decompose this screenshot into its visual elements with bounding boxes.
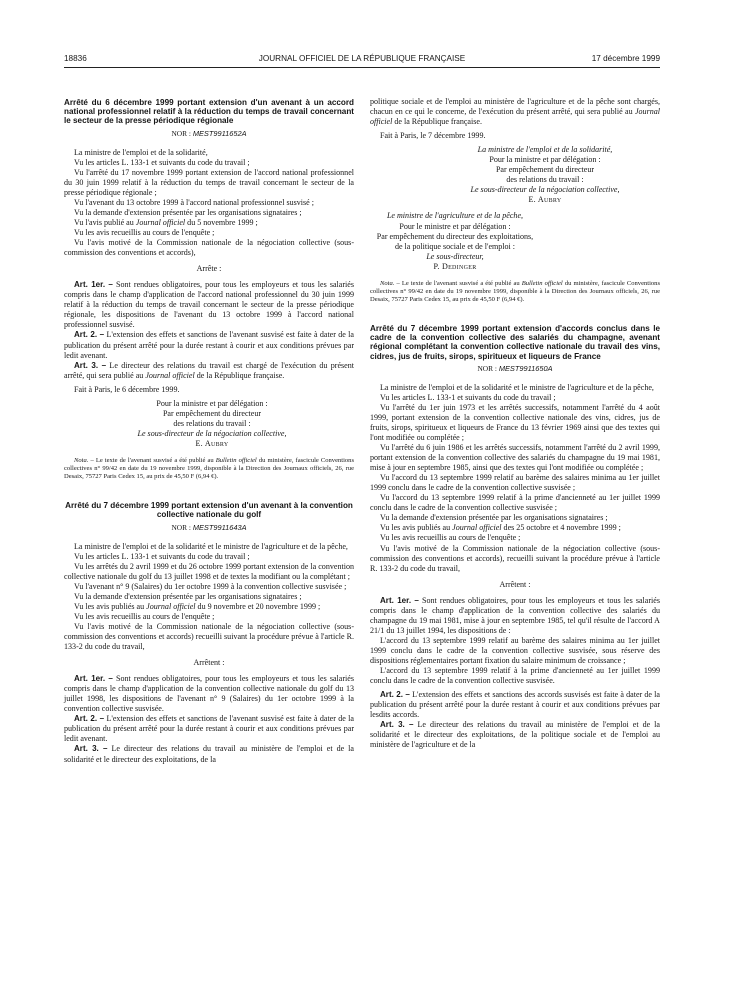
- paragraph: Vu l'avis publié au Journal officiel du 5 novembre 1999 ;: [74, 217, 258, 227]
- paragraph: Vu l'accord du 13 septembre 1999 relatif au barème des salaires minima au 1er juillet 1999 conclu dans le cadre de la convention collective susvisée ;: [370, 473, 660, 493]
- decree-champagne: [370, 324, 660, 751]
- left-column: [64, 98, 354, 765]
- paragraph: La ministre de l'emploi et de la solidarité et le ministre de l'agriculture et de la pêche,: [380, 382, 654, 392]
- decree-title: Arrêté du 7 décembre 1999 portant extension d'accords conclus dans le cadre de la convention collective des salariés du champagne, avenant régional complétant la convention collective nationale du travail des vins, cidres, jus de fruits, sirops, spiritueux et liqueurs de France: [370, 323, 660, 361]
- paragraph: Vu l'arrêté du 17 novembre 1999 portant extension de l'accord national professionnel du 30 juin 1999 relatif à la réduction du temps de travail concernant le secteur de la presse périodique régionale ;: [64, 167, 354, 197]
- nor-reference: NOR : MEST9911643A: [171, 522, 247, 532]
- paragraph: Vu la demande d'extension présentée par les organisations signataires ;: [74, 207, 302, 217]
- paragraph: Vu l'avenant n° 9 (Salaires) du 1er octobre 1999 à la convention collective susvisée ;: [74, 581, 347, 591]
- right-column: [370, 97, 660, 750]
- header-rule: [64, 67, 660, 68]
- article-1: Art. 1er. – Sont rendues obligatoires, pour tous les employeurs et tous les salariés compris dans le champ d'application de la convention collective nationale du golf du 13 juillet 1998, les dispositions de l'avenant n° 9 (Salaires) du 1er octobre 1999 à la convention collective susvisée.: [64, 674, 354, 714]
- signature-block: Pour la ministre et par délégation : Par empêchement du directeur des relations du travail : Le sous-directeur de la négociation collective, E. Aubry: [137, 398, 287, 448]
- decree-golf-continued: [370, 97, 660, 304]
- article-3: Art. 3. – Le directeur des relations du travail au ministère de l'emploi et de la solidarité et le directeur des exploitations, de la politique sociale et de l'emploi au ministère de l'agriculture et de la: [370, 720, 660, 750]
- paragraph: Vu l'arrêté du 1er juin 1973 et les arrêtés successifs, notamment l'arrêté du 4 août 1999, portant extension de la convention collective nationale des vins, cidres, jus de fruits, sirops, spiritueux et liqueurs de France du 13 février 1969 ainsi que des textes qui l'ont modifiée ou complétée ;: [370, 402, 660, 442]
- article-3: Art. 3. – Le directeur des relations du travail au ministère de l'emploi et de la solidarité et le directeur des exploitations, de la: [64, 744, 354, 764]
- paragraph: Vu la demande d'extension présentée par les organisations signataires ;: [380, 513, 608, 523]
- decree-golf: [64, 501, 354, 764]
- paragraph: Vu les avis recueillis au cours de l'enquête ;: [380, 533, 521, 543]
- paragraph: Vu les arrêtés du 2 avril 1999 et du 26 octobre 1999 portant extension de la convention collective nationale du golf du 13 juillet 1998 et de textes la modifiant ou la complétant ;: [64, 561, 354, 581]
- signature-date: Fait à Paris, le 6 décembre 1999.: [74, 384, 180, 394]
- article-1: Art. 1er. – Sont rendues obligatoires, pour tous les employeurs et tous les salariés compris dans le champ d'application de l'accord national professionnel du 30 juin 1999 relatif à la réduction du temps de travail concernant le secteur de la presse périodique régionale, les dispositions de l'avenant du 13 octobre 1999 à l'accord national professionnel susvisé.: [64, 280, 354, 330]
- paragraph: La ministre de l'emploi et de la solidarité et le ministre de l'agriculture et de la pêche,: [74, 541, 348, 551]
- arrete-heading: Arrête :: [196, 264, 222, 274]
- article-1-item: L'accord du 13 septembre 1999 relatif à la prime d'ancienneté au 1er juillet 1999 conclu dans le cadre de la convention collective susvisée.: [370, 666, 660, 686]
- paragraph: Vu l'arrêté du 6 juin 1986 et les arrêtés successifs, notamment l'arrêté du 2 avril 1999, portant extension de la convention collective des salariés du champagne du 19 mai 1981, mise à jour en septembre 1985, ainsi que des textes qui l'ont modifiée ou complétée ;: [370, 443, 660, 473]
- arrete-heading: Arrêtent :: [499, 579, 531, 589]
- page-number: 18836: [64, 54, 87, 63]
- paragraph: Vu les articles L. 133-1 et suivants du code du travail ;: [74, 157, 250, 167]
- decree-note: Nota. – Le texte de l'avenant susvisé a été publié au Bulletin officiel du ministère, fascicule Conventions collectives n° 99/42 en date du 19 novembre 1999, disponible à la Direction des Journaux officiels, 26, rue Desaix, 75727 Paris Cedex 15, au prix de 45,50 F (6,94 €).: [64, 456, 354, 481]
- paragraph: Vu la demande d'extension présentée par les organisations signataires ;: [74, 591, 302, 601]
- article-1: Art. 1er. – Sont rendues obligatoires, pour tous les employeurs et tous les salariés compris dans le champ d'application de la convention collective des salariés du champagne du 19 mai 1981, mise à jour en septembre 1985, tel qu'il résulte de l'accord A 21/1 du 13 juillet 1994, les dispositions de :: [370, 595, 660, 635]
- decree-presse-periodique: [64, 98, 354, 481]
- issue-date: 17 décembre 1999: [591, 54, 660, 63]
- signature-date: Fait à Paris, le 7 décembre 1999.: [380, 131, 486, 141]
- article-3: Art. 3. – Le directeur des relations du travail est chargé de l'exécution du présent arrêté, qui sera publié au Journal officiel de la République française.: [64, 360, 354, 380]
- paragraph: Vu les articles L. 133-1 et suivants du code du travail ;: [74, 551, 250, 561]
- article-2: Art. 2. – L'extension des effets et sanctions de l'avenant susvisé est faite à dater de la publication du présent arrêté pour la durée restant à courir et aux conditions prévues par ledit avenant.: [64, 714, 354, 744]
- paragraph: politique sociale et de l'emploi au ministère de l'agriculture et de la pêche sont chargés, chacun en ce qui le concerne, de l'exécution du présent arrêté, qui sera publié au Journal officiel de la République française.: [370, 97, 660, 127]
- paragraph: Vu l'avis motivé de la Commission nationale de la négociation collective (sous-commission des conventions et accords),: [64, 238, 354, 258]
- decree-note: Nota. – Le texte de l'avenant susvisé a été publié au Bulletin officiel du ministère, fascicule Conventions collectives n° 99/42 en date du 19 novembre 1999, disponible à la Direction des Journaux officiels, 26, rue Desaix, 75727 Paris Cedex 15, au prix de 45,50 F (6,94 €).: [370, 279, 660, 303]
- decree-title: Arrêté du 6 décembre 1999 portant extension d'un avenant à un accord national professionnel relatif à la réduction du temps de travail concernant le secteur de la presse périodique régionale: [64, 98, 354, 126]
- arrete-heading: Arrêtent :: [193, 658, 225, 668]
- article-2: Art. 2. – L'extension des effets et sanctions de l'avenant susvisé est faite à dater de la publication du présent arrêté pour la durée restant à courir et aux conditions prévues par ledit avenant.: [64, 330, 354, 360]
- paragraph: Vu l'avis motivé de la Commission nationale de la négociation collective (sous-commission des conventions et accords), recueilli suivant la procédure prévue à l'article R. 133-2 du code du travail,: [370, 543, 660, 573]
- page-header: [64, 54, 660, 68]
- paragraph: Vu les avis recueillis au cours de l'enquête ;: [74, 611, 215, 621]
- decree-title: Arrêté du 7 décembre 1999 portant extension d'un avenant à la convention collective nationale du golf: [65, 501, 353, 520]
- journal-title: JOURNAL OFFICIEL DE LA RÉPUBLIQUE FRANÇAISE: [258, 54, 466, 63]
- paragraph: Vu l'accord du 13 septembre 1999 relatif à la prime d'ancienneté au 1er juillet 1999 conclu dans le cadre de la convention collective susvisée ;: [370, 493, 660, 513]
- article-2: Art. 2. – L'extension des effets et sanctions des accords susvisés est faite à dater de la publication du présent arrêté pour la durée restant à courir et aux conditions prévues par lesdits accords.: [370, 690, 660, 720]
- paragraph: Vu l'avis motivé de la Commission nationale de la négociation collective (sous-commission des conventions et accords) recueilli suivant la procédure prévue à l'article R. 133-2 du code du travail,: [64, 621, 354, 652]
- paragraph: Vu les avis publiés au Journal officiel des 25 octobre et 4 novembre 1999 ;: [380, 523, 621, 533]
- nor-reference: NOR : MEST9911652A: [171, 128, 247, 138]
- paragraph: Vu les avis recueillis au cours de l'enquête ;: [74, 228, 215, 238]
- signature-block-agriculture: Le ministre de l'agriculture et de la pêche, Pour le ministre et par délégation : Par empêchement du directeur des exploitations, de la politique sociale et de l'emploi : Le sous-directeur, P. Dedinger: [376, 211, 534, 271]
- article-1-item: L'accord du 13 septembre 1999 relatif au barème des salaires minima au 1er juillet 1999 conclu dans le cadre de la convention collective susvisée, sous réserve des dispositions réglementaires portant fixation du salaire minimum de croissance ;: [370, 635, 660, 665]
- signature-block-emploi: La ministre de l'emploi et de la solidarité, Pour la ministre et par délégation : Par empêchement du directeur des relations du travail : Le sous-directeur de la négociation collective, E. Aubry: [470, 145, 620, 205]
- nor-reference: NOR : MEST9911650A: [477, 363, 553, 373]
- paragraph: Vu les avis publiés au Journal officiel du 9 novembre et 20 novembre 1999 ;: [74, 601, 321, 611]
- paragraph: Vu l'avenant du 13 octobre 1999 à l'accord national professionnel susvisé ;: [74, 197, 314, 207]
- paragraph: La ministre de l'emploi et de la solidarité,: [74, 147, 208, 157]
- paragraph: Vu les articles L. 133-1 et suivants du code du travail ;: [380, 392, 556, 402]
